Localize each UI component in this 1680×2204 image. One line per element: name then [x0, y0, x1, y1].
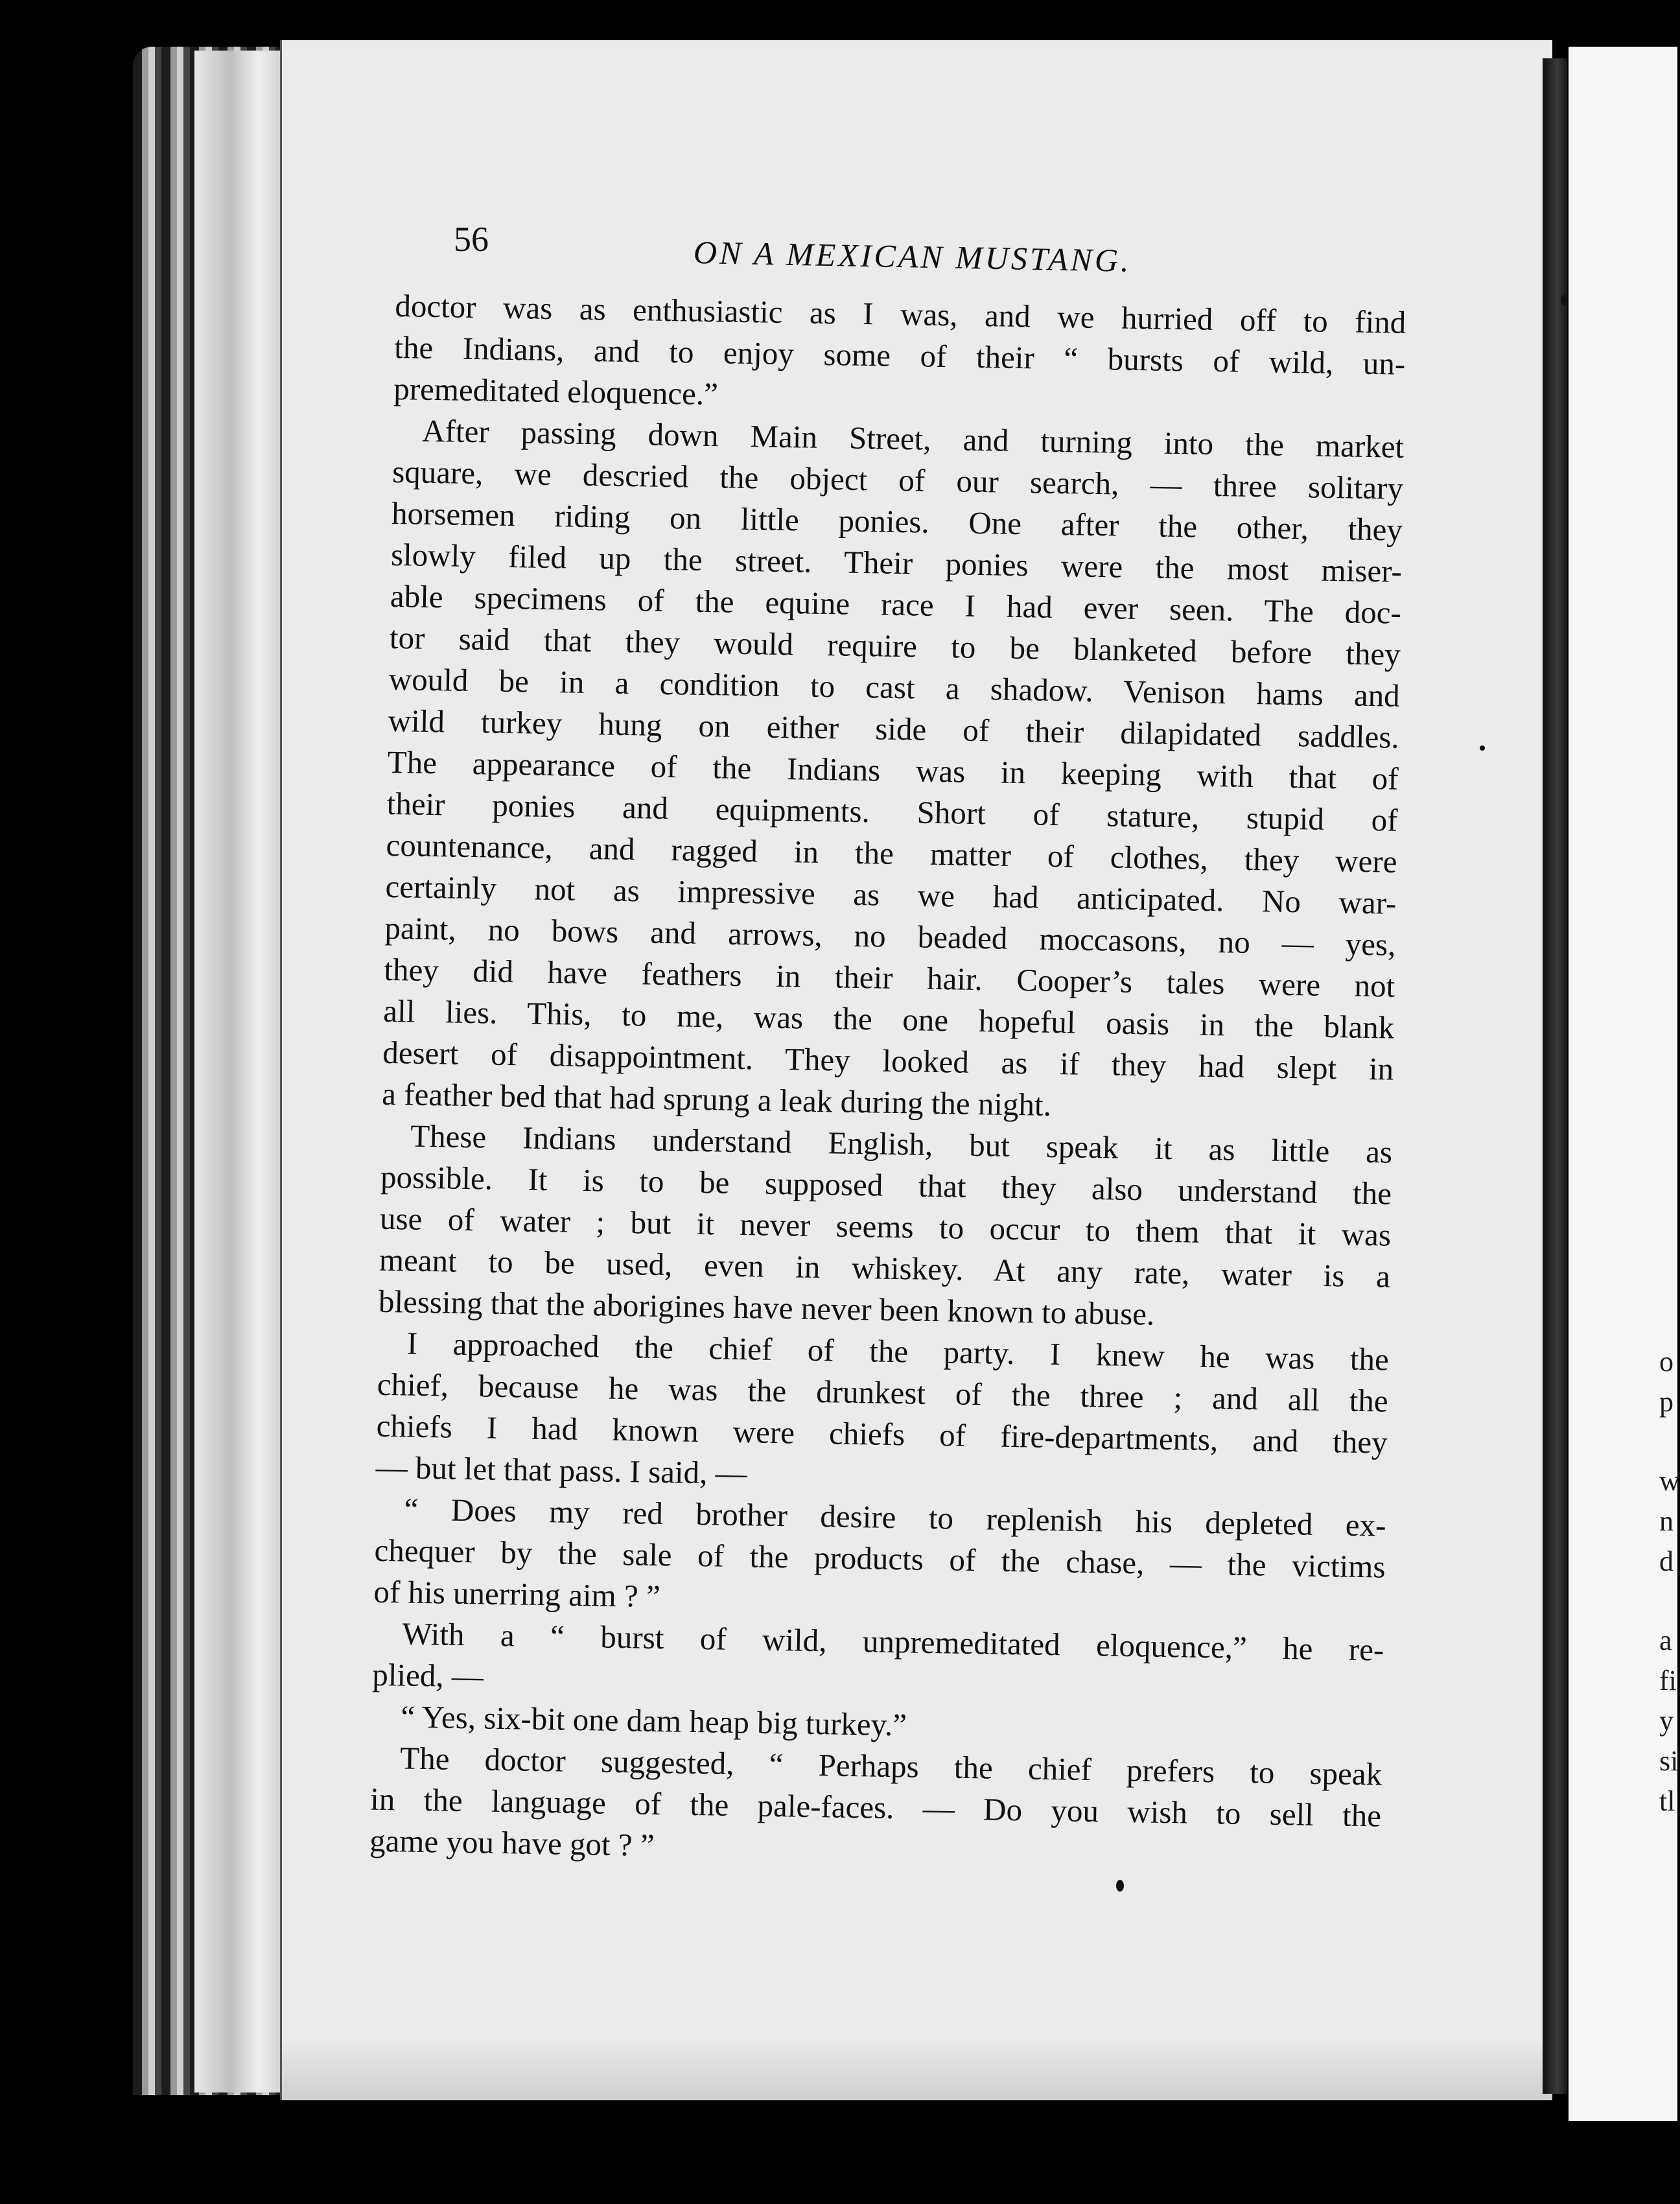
text-line: slowly filed up the street. Their ponies were the most miser-: [390, 536, 1403, 589]
text-line: “ Does my red brother desire to replenish his depleted ex-: [404, 1491, 1386, 1543]
text-line: square, we descried the object of our search, — three solitary: [391, 453, 1404, 506]
running-head: ON A MEXICAN MUSTANG.: [693, 234, 1132, 279]
facing-fragment: a: [1659, 1624, 1672, 1656]
text-line: — but let that pass. I said, —: [375, 1449, 748, 1492]
text-line: These Indians understand English, but speak it as little as: [410, 1118, 1393, 1170]
text-line: wild turkey hung on either side of their dilapidated saddles.: [388, 702, 1400, 755]
text-line: tor said that they would require to be blanketed before they: [389, 619, 1401, 672]
text-line: would be in a condition to cast a shadow. Venison hams and: [388, 661, 1401, 714]
text-line: blessing that the aborigines have never been known to abuse.: [378, 1283, 1155, 1332]
text-line: plied, —: [372, 1656, 484, 1694]
text-line: all lies. This, to me, was the one hopeful oasis in the blank: [382, 992, 1395, 1046]
text-line: meant to be used, even in whiskey. At any rate, water is a: [379, 1241, 1391, 1295]
text-line: premeditated eloquence.”: [393, 370, 719, 412]
facing-fragment: d: [1659, 1545, 1674, 1577]
text-line: countenance, and ragged in the matter of clothes, they were: [386, 826, 1397, 880]
text-line: “ Yes, six-bit one dam heap big turkey.”: [400, 1698, 907, 1743]
facing-fragment: si: [1659, 1745, 1679, 1777]
text-line: The appearance of the Indians was in keeping with that of: [387, 744, 1399, 797]
text-line: game you have got ? ”: [369, 1822, 655, 1863]
text-line: a feather bed that had sprung a leak during the night.: [381, 1075, 1052, 1123]
facing-fragment: fi: [1659, 1665, 1677, 1696]
text-line: desert of disappointment. They looked as if they had slept in: [382, 1034, 1394, 1087]
page-number: 56: [454, 220, 489, 259]
facing-fragment: tl: [1659, 1785, 1675, 1817]
text-line: possible. It is to be supposed that they also understand the: [380, 1158, 1392, 1212]
facing-fragment: n: [1659, 1505, 1674, 1537]
text-line: The doctor suggested, “ Perhaps the chief prefers to speak: [399, 1740, 1382, 1792]
facing-fragment: o: [1659, 1346, 1674, 1378]
page-edges: [194, 51, 285, 2093]
text-line: I approached the chief of the party. I knew he was the: [406, 1325, 1390, 1378]
ink-speck: [1116, 1880, 1124, 1892]
text-line: they did have feathers in their hair. Cooper’s tales were not: [384, 951, 1395, 1004]
text-line: paint, no bows and arrows, no beaded moccasons, no — yes,: [384, 909, 1396, 963]
text-line: able specimens of the equine race I had ever seen. The doc-: [390, 578, 1402, 631]
text-line: the Indians, and to enjoy some of their “ bursts of wild, un-: [393, 329, 1406, 382]
text-line: doctor was as enthusiastic as I was, and we hurried off to find: [395, 287, 1406, 340]
body-text: [369, 285, 1406, 1879]
text-line: of his unerring aim ? ”: [373, 1573, 661, 1615]
text-line: chequer by the sale of the products of the chase, — the victims: [374, 1532, 1386, 1585]
text-line: After passing down Main Street, and turning into the market: [421, 412, 1405, 465]
text-line: in the language of the pale-faces. — Do you wish to sell the: [369, 1781, 1382, 1834]
text-line: chiefs I had known were chiefs of fire-departments, and they: [376, 1407, 1388, 1460]
ink-speck: [1480, 745, 1485, 751]
text-line: their ponies and equipments. Short of stature, stupid of: [386, 785, 1398, 838]
facing-fragment: w: [1659, 1465, 1680, 1497]
text-line: With a “ burst of wild, unpremeditated eloquence,” he re-: [402, 1615, 1384, 1668]
text-line: horsemen riding on little ponies. One after the other, they: [391, 495, 1403, 548]
text-line: use of water ; but it never seems to occur to them that it was: [379, 1200, 1392, 1253]
facing-page-text: [1659, 1342, 1679, 1822]
ink-speck: [1561, 295, 1567, 305]
text-line: chief, because he was the drunkest of the three ; and all the: [377, 1366, 1389, 1419]
facing-fragment: p: [1659, 1386, 1674, 1418]
text-line: certainly not as impressive as we had anticipated. No war-: [385, 868, 1397, 921]
facing-fragment: y: [1659, 1705, 1674, 1737]
book-gutter: [1543, 58, 1567, 2094]
